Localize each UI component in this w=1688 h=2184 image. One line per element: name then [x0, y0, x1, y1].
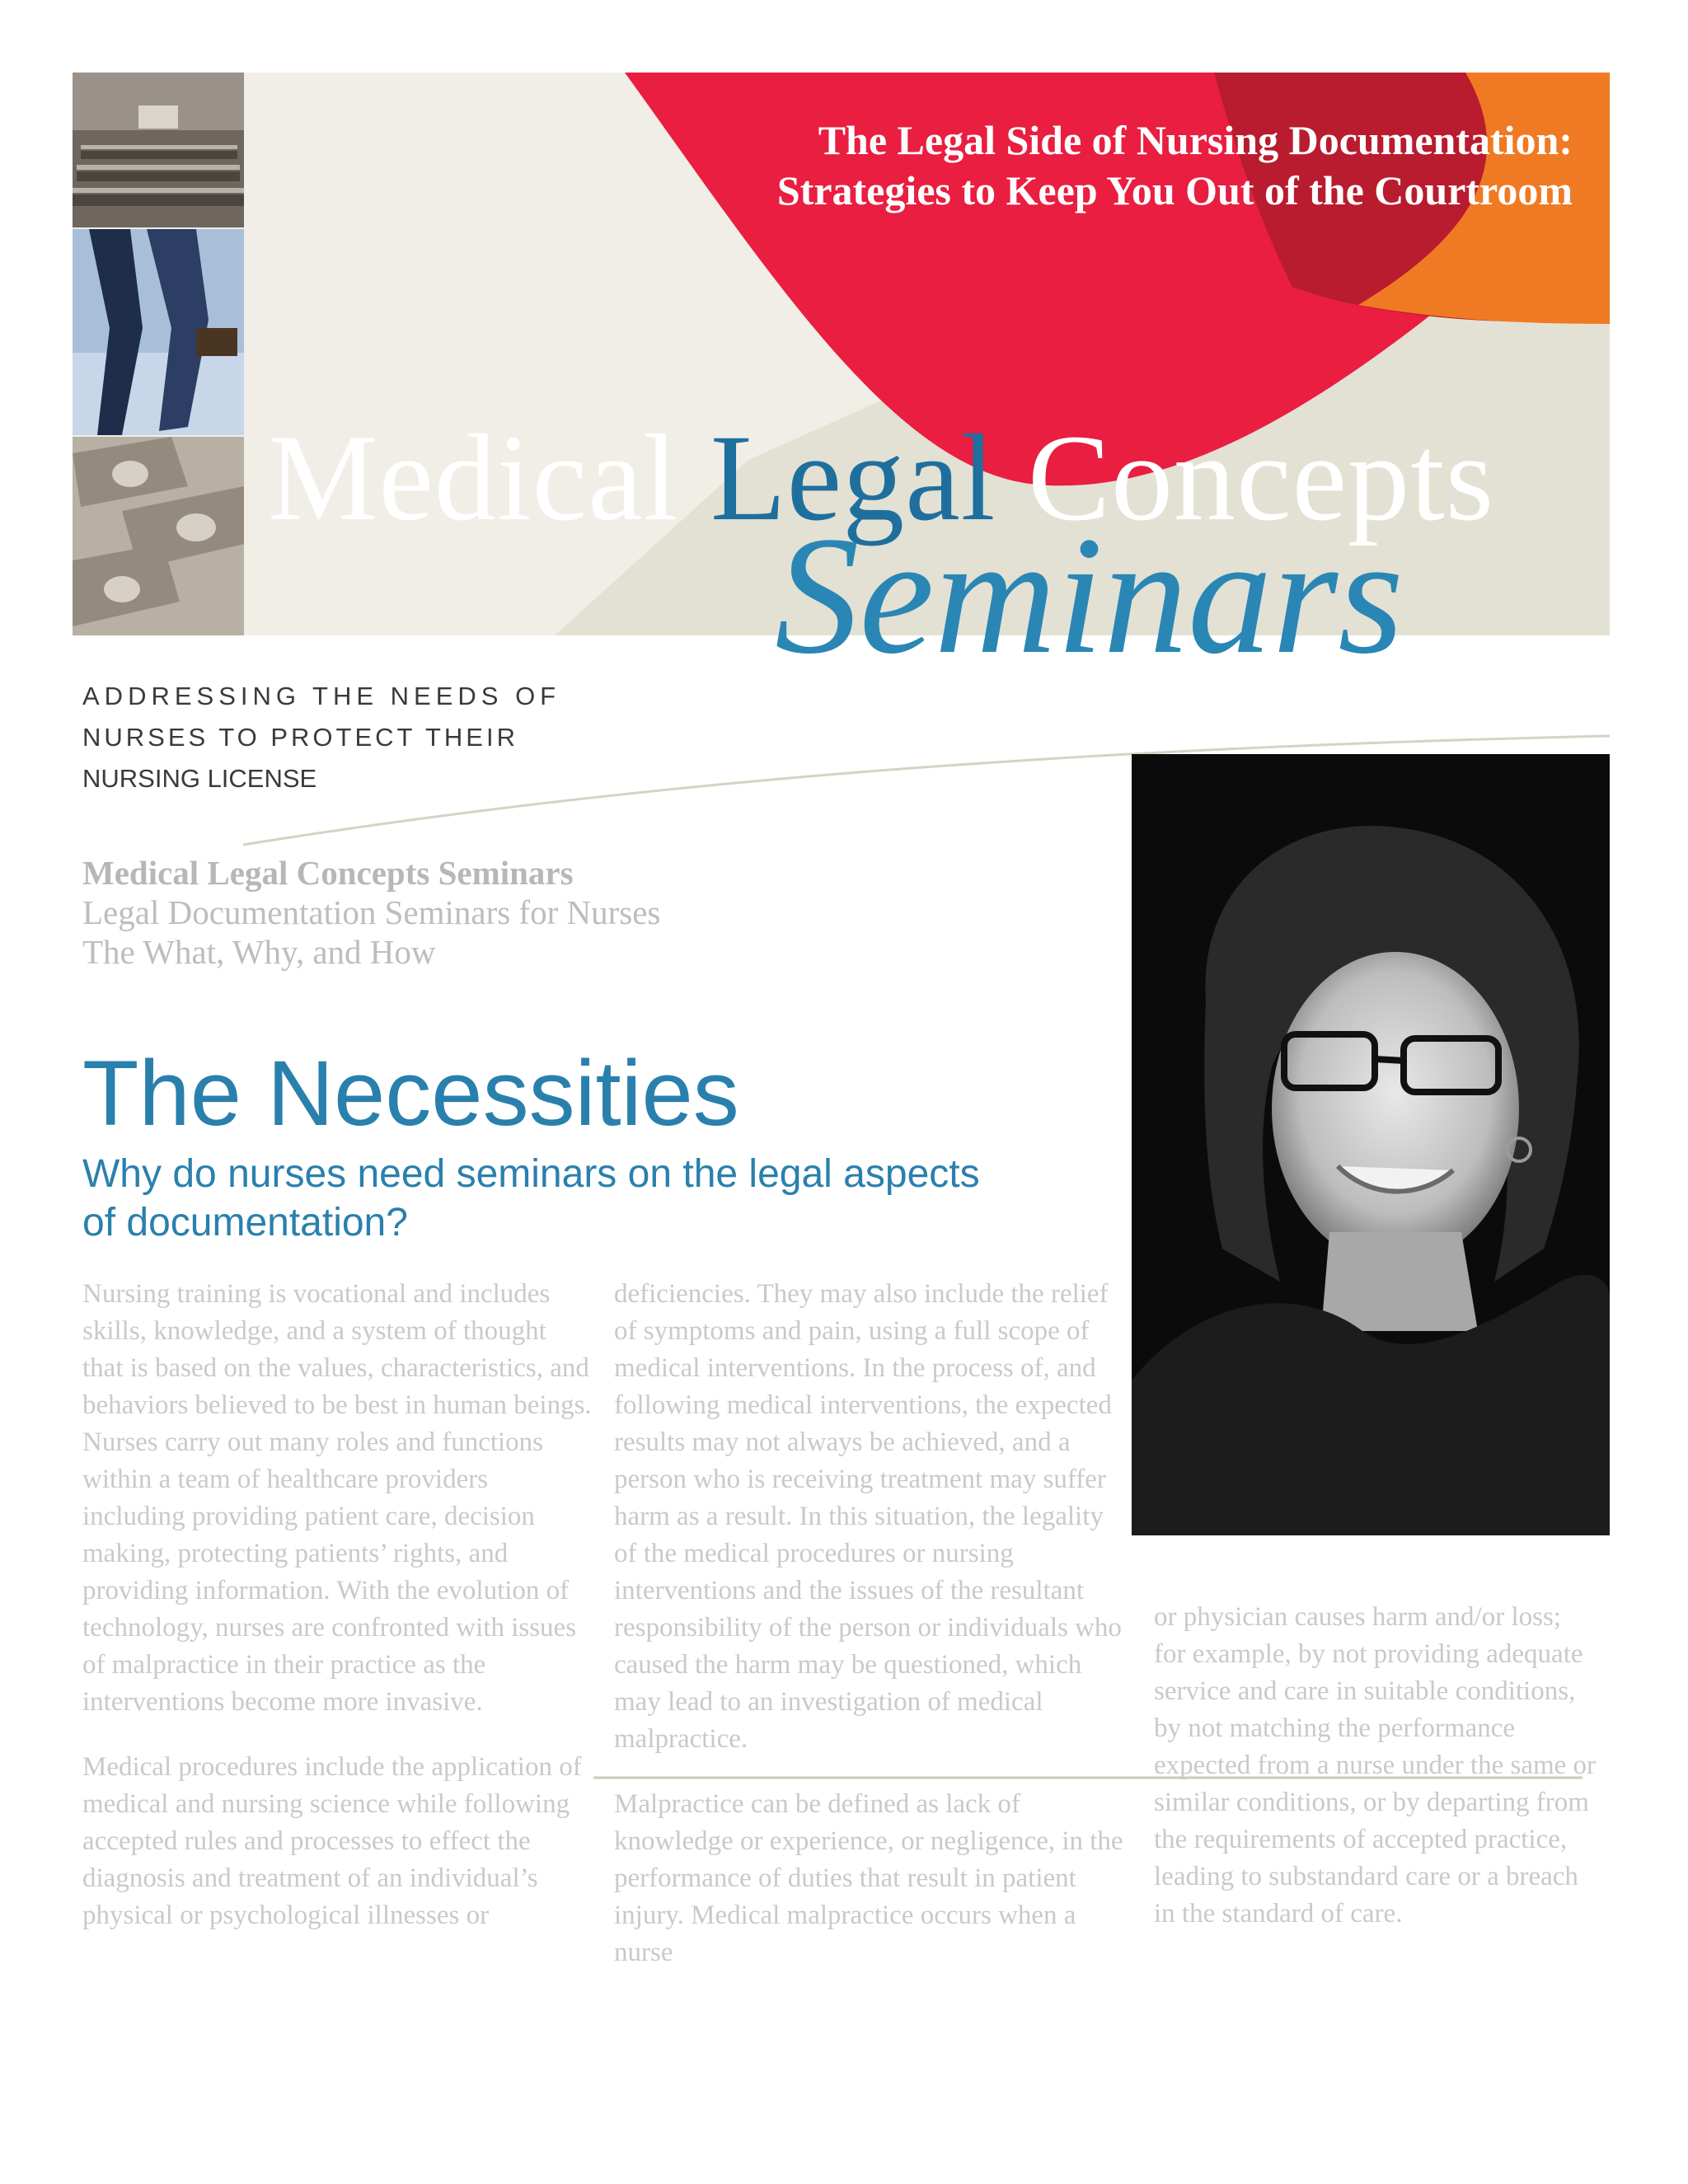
tagline-line-3: NURSING LICENSE [82, 764, 317, 793]
brand-word-medical: Medical [268, 410, 679, 546]
headline-text: The Legal Side of Nursing Documentation: Strategies to Keep You Out of the Courtroom [776, 117, 1573, 213]
series-tagline: The What, Why, and How [82, 933, 436, 971]
body-paragraph: Malpractice can be defined as lack of knowledge or experience, or negligence, in the performance of duties that result in patient injury. Medical malpractice occurs when a nurse [614, 1789, 1123, 1967]
brand-word-concepts: Concepts [1027, 410, 1495, 546]
section-subtitle: Why do nurses need seminars on the legal aspects of documentation? [82, 1152, 980, 1244]
brand-word-seminars: Seminars [775, 502, 1404, 689]
tagline [82, 676, 610, 799]
body-column-3 [1154, 1599, 1599, 1933]
body-paragraph: Medical procedures include the application of medical and nursing science while following accepted rules and processes to effect the diagnosis and treatment of an individual’s physical or psychological illnesses or [82, 1752, 582, 1930]
portrait-photo [1132, 754, 1610, 1535]
series-info [82, 853, 824, 972]
tagline-line-1: ADDRESSING THE NEEDS OF [82, 682, 561, 710]
body-paragraph: deficiencies. They may also include the relief of symptoms and pain, using a full scope of medical interventions. In the process of, and following medical interventions, the expected results may not always be achieved, and a person who is receiving treatment may suffer harm as a result. In this situation, the legality of the medical procedures or nursing interventions and the issues of the resultant responsibility of the person or individuals who caused the harm may be questioned, which may lead to an investigation of medical malpractice. [614, 1279, 1122, 1754]
section-title: The Necessities [82, 1042, 739, 1145]
tagline-line-2: NURSES TO PROTECT THEIR [82, 723, 518, 752]
body-column-2 [614, 1276, 1125, 1971]
series-title: Medical Legal Concepts Seminars [82, 854, 574, 892]
series-subtitle: Legal Documentation Seminars for Nurses [82, 893, 661, 931]
body-paragraph: or physician causes harm and/or loss; for example, by not providing adequate service and care in suitable conditions, by not matching the performance expected from a nurse under the same or similar conditions, or by departing from the requirements of accepted practice, leading to substandard care or a breach in the standard of care. [1154, 1602, 1597, 1929]
brand-word-legal: Legal [710, 410, 996, 546]
body-column-1 [82, 1276, 593, 1934]
body-paragraph: Nursing training is vocational and includes skills, knowledge, and a system of thought that is based on the values, characteristics, and behaviors believed to be best in human beings. Nurses carry out many roles and functions within a team of healthcare providers including providing patient care, decision making, protecting patients’ rights, and providing information. With the evolution of technology, nurses are confronted with issues of malpractice in their practice as the interventions become more invasive. [82, 1279, 592, 1717]
